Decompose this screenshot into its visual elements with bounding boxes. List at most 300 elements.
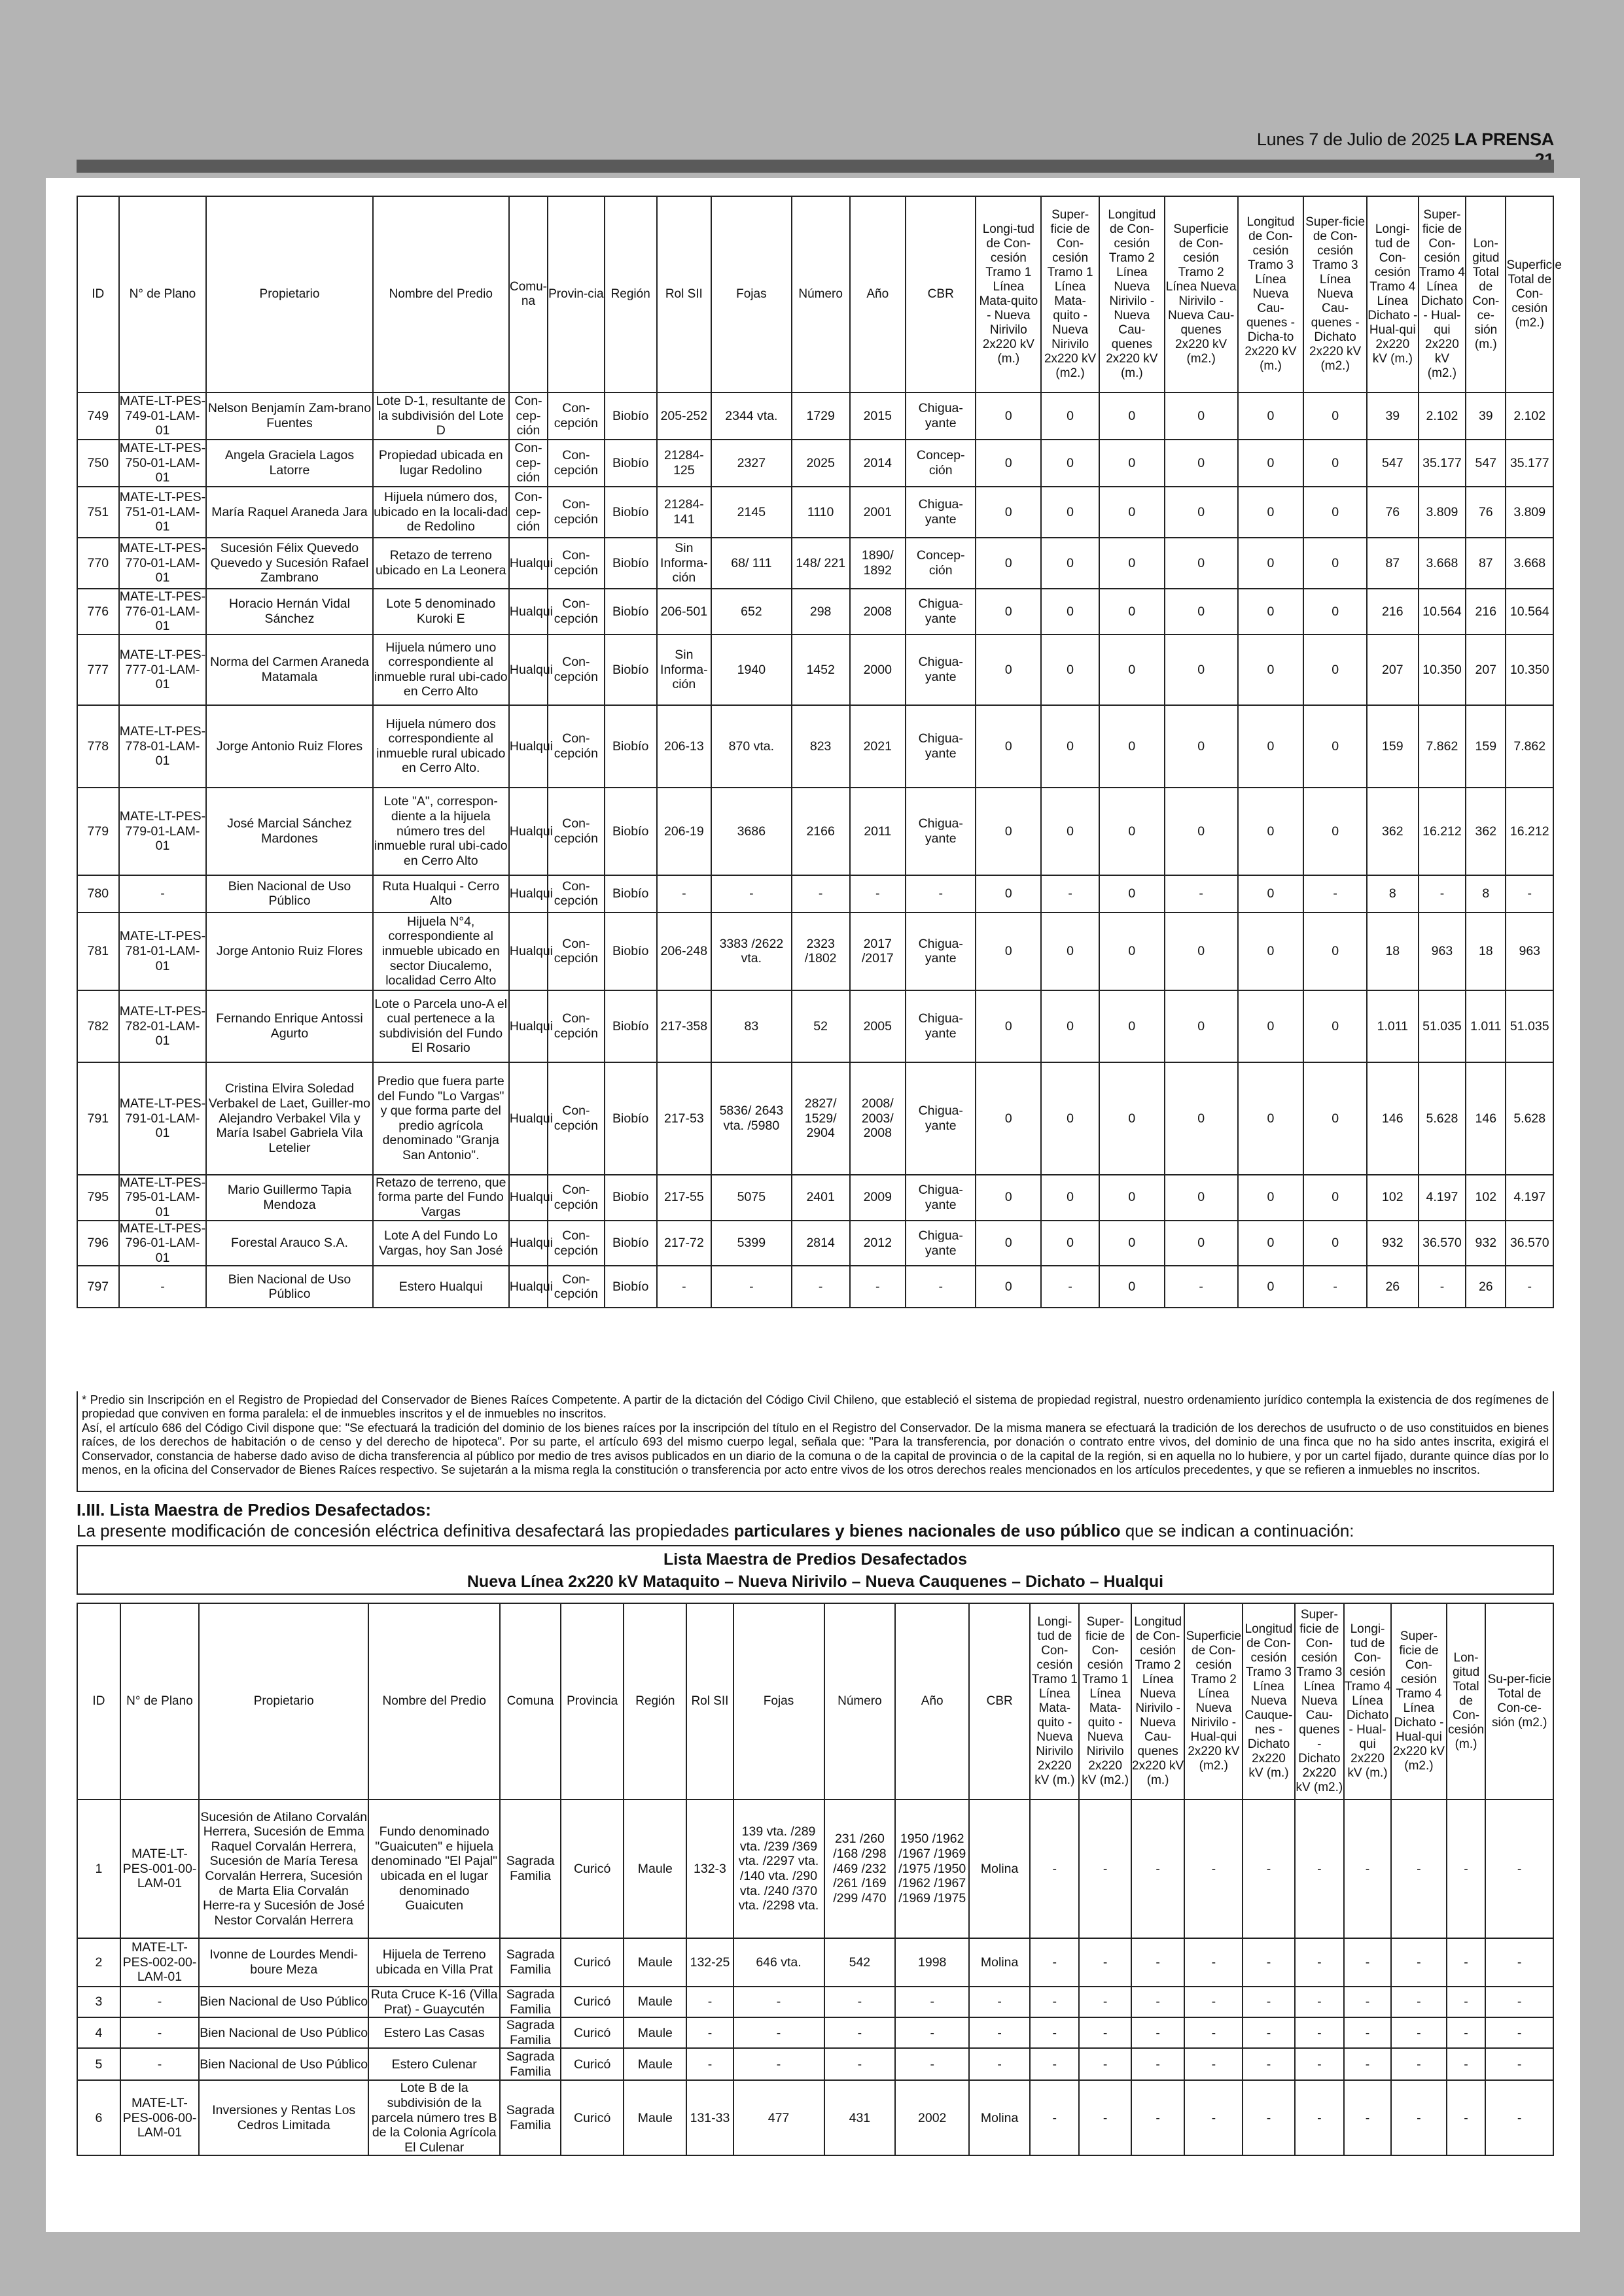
table-cell: - <box>711 875 792 913</box>
column-header: Superficie de Con-cesión Tramo 2 Línea Nueva Nirivilo - Nueva Cau-quenes 2x220 kV (m2.) <box>1165 196 1238 392</box>
table-cell: - <box>1295 1938 1344 1987</box>
table-cell: - <box>1184 2080 1243 2155</box>
table-cell: - <box>1243 1987 1294 2017</box>
table-cell: 1452 <box>792 635 850 705</box>
column-header: CBR <box>969 1603 1030 1800</box>
table-row <box>77 1987 1553 2017</box>
table-row <box>77 538 1553 589</box>
table-cell: 139 vta. /289 vta. /239 /369 vta. /2297 vta. /140 vta. /290 vta. /240 /370 vta. /2298 vta. <box>733 1800 824 1938</box>
table-cell: 83 <box>711 990 792 1062</box>
table-cell: Biobío <box>605 538 657 589</box>
table-cell: 2012 <box>850 1221 906 1266</box>
table-cell: MATE-LT-PES-770-01-LAM-01 <box>119 538 207 589</box>
table-cell: - <box>1079 1987 1131 2017</box>
table-cell: - <box>850 1266 906 1308</box>
table-cell: MATE-LT-PES-781-01-LAM-01 <box>119 913 207 990</box>
table-cell: Chigua-yante <box>906 392 976 440</box>
table-cell: 0 <box>1238 538 1304 589</box>
table-cell: Lote A del Fundo Lo Vargas, hoy San José <box>373 1221 509 1266</box>
table-cell: 0 <box>1303 538 1366 589</box>
table-cell: - <box>1041 1266 1099 1308</box>
table-cell: MATE-LT-PES-778-01-LAM-01 <box>119 705 207 788</box>
table-cell: 791 <box>77 1062 119 1175</box>
table-cell: Hualqui <box>509 635 548 705</box>
intro-text: La presente modificación de concesión eléctrica definitiva desafectará las propiedades <box>77 1521 734 1540</box>
table-cell: - <box>1295 1800 1344 1938</box>
table-cell: - <box>1131 1800 1185 1938</box>
table-cell: 0 <box>1303 788 1366 875</box>
table-cell: - <box>1391 1800 1447 1938</box>
header-rule <box>77 160 1554 173</box>
table-cell: - <box>1184 1938 1243 1987</box>
concession-table <box>77 196 1562 1308</box>
table-cell: - <box>895 2017 969 2048</box>
table-cell: - <box>120 2017 199 2048</box>
table-cell: 477 <box>733 2080 824 2155</box>
table-cell: Con-cepción <box>548 1266 605 1308</box>
table-cell: - <box>1303 875 1366 913</box>
table-cell: - <box>1344 1938 1391 1987</box>
table-cell: 102 <box>1466 1175 1506 1221</box>
table-cell: Biobío <box>605 487 657 538</box>
table-cell: - <box>1447 2017 1486 2048</box>
table-cell: - <box>733 2048 824 2080</box>
table-cell: - <box>711 1266 792 1308</box>
column-header: Región <box>605 196 657 392</box>
table-cell: Con-cepción <box>548 635 605 705</box>
table-cell: - <box>1243 2080 1294 2155</box>
table-cell: 0 <box>1238 589 1304 635</box>
table-cell: 52 <box>792 990 850 1062</box>
table-cell: 0 <box>1238 913 1304 990</box>
table-cell: 0 <box>1165 990 1238 1062</box>
table-cell: MATE-LT-PES-749-01-LAM-01 <box>119 392 207 440</box>
column-header: Superficie Total de Con-cesión (m2.) <box>1506 196 1553 392</box>
table-cell: 0 <box>976 875 1041 913</box>
table-row <box>77 1938 1553 1987</box>
table-cell: 10.564 <box>1419 589 1466 635</box>
table-cell: 36.570 <box>1506 1221 1553 1266</box>
master-list-title-line1: Lista Maestra de Predios Desafectados <box>663 1550 968 1569</box>
table-cell: - <box>1344 2048 1391 2080</box>
column-header: Provincia <box>561 1603 624 1800</box>
table-cell: Curicó <box>561 1938 624 1987</box>
table-cell: MATE-LT-PES-002-00-LAM-01 <box>120 1938 199 1987</box>
table-cell: 10.564 <box>1506 589 1553 635</box>
table-cell: Bien Nacional de Uso Público <box>206 1266 372 1308</box>
table-cell: 206-13 <box>657 705 711 788</box>
table-row <box>77 1221 1553 1266</box>
table-cell: 4.197 <box>1419 1175 1466 1221</box>
column-header: Longitud de Con-cesión Tramo 3 Línea Nueva Cauque-nes - Dichato 2x220 kV (m.) <box>1243 1603 1294 1800</box>
table-cell: - <box>1419 875 1466 913</box>
table-cell: 963 <box>1506 913 1553 990</box>
table-cell: 780 <box>77 875 119 913</box>
table-cell: MATE-LT-PES-779-01-LAM-01 <box>119 788 207 875</box>
table-cell: Con-cep-ción <box>509 487 548 538</box>
table-cell: 7.862 <box>1506 705 1553 788</box>
table-row <box>77 392 1553 440</box>
table-cell: Chigua-yante <box>906 589 976 635</box>
column-header: CBR <box>906 196 976 392</box>
table-cell: 0 <box>1238 1221 1304 1266</box>
table-cell: Hualqui <box>509 875 548 913</box>
section-intro <box>77 1521 1554 1541</box>
column-header: Nombre del Predio <box>373 196 509 392</box>
table-cell: 0 <box>1099 538 1165 589</box>
column-header: Lon-gitud Total de Con-ce-sión (m.) <box>1466 196 1506 392</box>
table-cell: - <box>1243 1938 1294 1987</box>
table-cell: 207 <box>1466 635 1506 705</box>
table-cell: Biobío <box>605 635 657 705</box>
column-header: Longi-tud de Con-cesión Tramo 1 Línea Mata-quito - Nueva Nirivilo 2x220 kV (m.) <box>1030 1603 1079 1800</box>
table-cell: Biobío <box>605 990 657 1062</box>
table-cell: 146 <box>1466 1062 1506 1175</box>
table-cell: 2017 /2017 <box>850 913 906 990</box>
table-cell: Con-cep-ción <box>509 440 548 487</box>
table-cell: 2009 <box>850 1175 906 1221</box>
table-cell: 26 <box>1367 1266 1419 1308</box>
footnote-paragraph: * Predio sin Inscripción en el Registro de Propiedad del Conservador de Bienes Raíces Competente. A partir de la dictación del Código Civil Chileno, que estableció el sistema de propiedad registral, nuestro ordenamiento jurídico contempla la existencia de dos regímenes de propiedad que conviven en forma paralela: el de inmuebles inscritos y el de inmuebles no inscritos. <box>82 1393 1549 1421</box>
table-cell: Fundo denominado "Guaicuten" e hijuela denominado "El Pajal" ubicada en el lugar denominado Guaicuten <box>368 1800 500 1938</box>
table-cell: 0 <box>976 487 1041 538</box>
table-cell: MATE-LT-PES-751-01-LAM-01 <box>119 487 207 538</box>
table-cell: 0 <box>976 1175 1041 1221</box>
table-cell: MATE-LT-PES-006-00-LAM-01 <box>120 2080 199 2155</box>
table-cell: 216 <box>1367 589 1419 635</box>
table-cell: 0 <box>1238 487 1304 538</box>
table-cell: 0 <box>1041 440 1099 487</box>
table-cell: - <box>824 1987 896 2017</box>
table-cell: 0 <box>1303 1221 1366 1266</box>
table-cell: Chigua-yante <box>906 1221 976 1266</box>
table-cell: - <box>1079 2048 1131 2080</box>
column-header: Longitud de Con-cesión Tramo 2 Línea Nueva Nirivilo - Nueva Cau-quenes 2x220 kV (m.) <box>1099 196 1165 392</box>
table-cell: Biobío <box>605 1175 657 1221</box>
table-cell: - <box>1447 1800 1486 1938</box>
table-cell: Chigua-yante <box>906 635 976 705</box>
column-header: Lon-gitud Total de Con-cesión (m.) <box>1447 1603 1486 1800</box>
table-cell: 21284-141 <box>657 487 711 538</box>
table-cell: Molina <box>969 1800 1030 1938</box>
table-row <box>77 1175 1553 1221</box>
table-cell: Con-cepción <box>548 705 605 788</box>
table-row <box>77 2048 1553 2080</box>
intro-text-end: que se indican a continuación: <box>1120 1521 1354 1540</box>
table-cell: 10.350 <box>1419 635 1466 705</box>
table-cell: Curicó <box>561 2048 624 2080</box>
table-cell: - <box>120 1987 199 2017</box>
table-cell: 2021 <box>850 705 906 788</box>
footnote-paragraph: Así, el artículo 686 del Código Civil dispone que: "Se efectuará la tradición del dominio de los bienes raíces por la inscripción del título en el Registro del Conservador. De la misma manera se efectuará la tradición de los derechos de usufructo o de uso constituidos en bienes raíces, de los derechos de habitación o de censo y del derecho de hipoteca". Por su parte, el artículo 693 del mismo cuerpo legal, señala que: "Para la transferencia, por donación o contrato entre vivos, del dominio de una finca que no ha sido antes inscrita, exigirá el Conservador, constancia de haberse dado aviso de dicha transferencia al público por medio de tres avisos publicados en un diario de la comuna o de la capital de provincia o de la capital de la región, si en aquella no lo hubiere, y por un cartel fijado, durante quince días por lo menos, en la oficina del Conservador de Bienes Raíces respectivo. Se sujetarán a la misma regla la constitución o transferencia por acto entre vivos de los otros derechos reales mencionados en los artículos precedentes, y que se refieren a inmuebles no inscritos. <box>82 1420 1549 1477</box>
master-list-title-line2: Nueva Línea 2x220 kV Mataquito – Nueva Nirivilo – Nueva Cauquenes – Dichato – Hualqui <box>467 1573 1164 1591</box>
table-cell: 0 <box>976 913 1041 990</box>
table-cell: Con-cepción <box>548 990 605 1062</box>
table-cell: - <box>1165 1266 1238 1308</box>
table-cell: 0 <box>1099 990 1165 1062</box>
table-cell: 0 <box>1041 392 1099 440</box>
table-cell: Sagrada Familia <box>500 2017 561 2048</box>
table-cell: MATE-LT-PES-776-01-LAM-01 <box>119 589 206 634</box>
table-cell: 870 vta. <box>711 705 792 788</box>
table-cell: 0 <box>1041 487 1099 538</box>
table-cell: Sucesión de Atilano Corvalán Herrera, Sucesión de Emma Raquel Corvalán Herrera, Sucesión de María Teresa Corvalán Herrera, Sucesión de Marta Elia Corvalán Herre-ra y Sucesión de José Nestor Corvalán Herrera <box>199 1800 368 1938</box>
table-cell: 5.628 <box>1419 1062 1466 1175</box>
table-cell: 1998 <box>895 1938 969 1987</box>
table-cell: - <box>1184 1987 1243 2017</box>
table-cell: 217-358 <box>657 990 711 1062</box>
table-cell: Sin Informa-ción <box>657 635 711 705</box>
table-cell: - <box>1303 1266 1366 1308</box>
table-cell: Biobío <box>605 913 657 990</box>
table-cell: 7.862 <box>1419 705 1466 788</box>
column-header: Número <box>792 196 850 392</box>
table-cell: Hualqui <box>509 1221 548 1266</box>
table-cell: 0 <box>976 1221 1041 1266</box>
table-row <box>77 2080 1553 2155</box>
table-cell: Hualqui <box>509 538 548 589</box>
table-cell: Lote o Parcela uno-A el cual pertenece a la subdivisión del Fundo El Rosario <box>373 990 509 1062</box>
table-cell: 0 <box>1041 705 1099 788</box>
table-cell: - <box>733 1987 824 2017</box>
column-header: Año <box>850 196 906 392</box>
column-header: Propietario <box>199 1603 368 1800</box>
table-cell: 750 <box>77 440 119 487</box>
table-cell: - <box>906 875 976 913</box>
table-cell: - <box>1391 2048 1447 2080</box>
table-cell: Biobío <box>605 788 657 875</box>
column-header: ID <box>77 1603 120 1800</box>
table-cell: Biobío <box>605 589 657 635</box>
table-cell: 0 <box>1165 788 1238 875</box>
table-cell: - <box>1391 2080 1447 2155</box>
table-cell: Hijuela número uno correspondiente al inmueble rural ubi-cado en Cerro Alto <box>373 635 509 705</box>
table-cell: 0 <box>976 538 1041 589</box>
table-cell: Molina <box>969 2080 1030 2155</box>
table-cell: - <box>1506 1266 1553 1308</box>
table-cell: 749 <box>77 392 119 440</box>
table-cell: 0 <box>1238 392 1304 440</box>
table-cell: 18 <box>1367 913 1419 990</box>
table-cell: 0 <box>1041 1221 1099 1266</box>
table-cell: 87 <box>1466 538 1506 589</box>
table-cell: Con-cep-ción <box>509 392 548 440</box>
table-cell: 3 <box>77 1987 120 2017</box>
table-cell: 205-252 <box>657 392 711 440</box>
table-cell: 0 <box>1238 635 1304 705</box>
table-cell: - <box>686 2048 733 2080</box>
table-cell: - <box>1184 2017 1243 2048</box>
table-cell: 797 <box>77 1266 119 1308</box>
column-header: Super-ficie de Con-cesión Tramo 3 Línea Nueva Cau-quenes - Dichato 2x220 kV (m2.) <box>1303 196 1366 392</box>
table-cell: Curicó <box>561 1987 624 2017</box>
table-cell: Angela Graciela Lagos Latorre <box>206 440 372 487</box>
table-row <box>77 913 1553 990</box>
table-cell: Propiedad ubicada en lugar Redolino <box>373 440 509 487</box>
table-cell: - <box>850 875 906 913</box>
table-cell: 2025 <box>792 440 850 487</box>
table-cell: Chigua-yante <box>906 705 976 788</box>
column-header: Longi-tud de Con-cesión Tramo 4 Línea Dichato - Hual-qui 2x220 kV (m.) <box>1367 196 1419 392</box>
table-cell: 0 <box>976 788 1041 875</box>
table-cell: - <box>1131 1987 1185 2017</box>
column-header: Comu-na <box>509 196 548 392</box>
table-cell: - <box>1447 1938 1486 1987</box>
table-cell: 2011 <box>850 788 906 875</box>
table-cell: Ivonne de Lourdes Mendi-boure Meza <box>199 1938 368 1987</box>
column-header: N° de Plano <box>119 196 207 392</box>
table-cell: - <box>686 2017 733 2048</box>
table-cell: 0 <box>1041 1175 1099 1221</box>
table-cell: 4 <box>77 2017 120 2048</box>
table-cell: Norma del Carmen Araneda Matamala <box>206 635 372 705</box>
column-header: Longitud de Con-cesión Tramo 2 Línea Nueva Nirivilo - Nueva Cau-quenes 2x220 kV (m.) <box>1131 1603 1185 1800</box>
table-cell: 16.212 <box>1506 788 1553 875</box>
table-cell: 102 <box>1367 1175 1419 1221</box>
table-cell: - <box>969 2017 1030 2048</box>
table-cell: Con-cepción <box>548 440 605 487</box>
table-cell: 3383 /2622 vta. <box>711 913 792 990</box>
table-cell: 0 <box>1165 487 1238 538</box>
table-cell: Biobío <box>605 705 657 788</box>
table-cell: 542 <box>824 1938 896 1987</box>
table-cell: Chigua-yante <box>906 1062 976 1175</box>
column-header: Super-ficie de Con-cesión Tramo 1 Línea Mata-quito - Nueva Nirivilo 2x220 kV (m2.) <box>1079 1603 1131 1800</box>
table-row <box>77 705 1553 788</box>
table-cell: - <box>1485 2048 1553 2080</box>
table-cell: - <box>969 2048 1030 2080</box>
table-cell: 0 <box>1303 990 1366 1062</box>
table-cell: 0 <box>976 1062 1041 1175</box>
table-cell: 1 <box>77 1800 120 1938</box>
table-cell: - <box>824 2017 896 2048</box>
table-cell: 0 <box>1165 538 1238 589</box>
table-cell: - <box>1391 1987 1447 2017</box>
table-cell: - <box>1506 875 1553 913</box>
table-cell: 298 <box>792 589 850 635</box>
table-cell: 796 <box>77 1221 119 1266</box>
table-cell: Hijuela número dos correspondiente al inmueble rural ubicado en Cerro Alto. <box>373 705 509 788</box>
table-row <box>77 487 1553 538</box>
table-cell: 0 <box>1099 788 1165 875</box>
table-cell: 0 <box>1099 1175 1165 1221</box>
table-cell: 0 <box>1099 635 1165 705</box>
table-cell: Sucesión Félix Quevedo Quevedo y Sucesión Rafael Zambrano <box>206 538 372 589</box>
table-cell: 547 <box>1367 440 1419 487</box>
table-cell: 362 <box>1367 788 1419 875</box>
table-cell: MATE-LT-PES-782-01-LAM-01 <box>119 990 207 1062</box>
table-cell: 2008 <box>850 589 906 635</box>
table-cell: Chigua-yante <box>906 788 976 875</box>
table-cell: 770 <box>77 538 119 589</box>
column-header: Longitud de Con-cesión Tramo 3 Línea Nueva Cau-quenes - Dicha-to 2x220 kV (m.) <box>1238 196 1304 392</box>
table-row <box>77 788 1553 875</box>
table-cell: - <box>1079 2017 1131 2048</box>
table-cell: - <box>906 1266 976 1308</box>
table-cell: - <box>119 1266 207 1308</box>
table-cell: 2401 <box>792 1175 850 1221</box>
table-cell: Maule <box>624 1987 686 2017</box>
table-cell: 51.035 <box>1419 990 1466 1062</box>
table-cell: - <box>1243 2048 1294 2080</box>
table-cell: - <box>1165 875 1238 913</box>
table-cell: 0 <box>1238 705 1304 788</box>
table-cell: - <box>1485 1938 1553 1987</box>
table-cell: Con-cepción <box>548 538 605 589</box>
table-cell: Estero Culenar <box>368 2048 500 2080</box>
table-cell: 2323 /1802 <box>792 913 850 990</box>
master-list-title <box>77 1545 1554 1595</box>
table-cell: 76 <box>1367 487 1419 538</box>
column-header: Longi-tud de Con-cesión Tramo 1 Línea Mata-quito - Nueva Nirivilo 2x220 kV (m.) <box>976 196 1041 392</box>
table-cell: Biobío <box>605 875 657 913</box>
table-cell: Biobío <box>605 1266 657 1308</box>
table-row <box>77 589 1553 635</box>
table-cell: - <box>1030 2080 1079 2155</box>
table-cell: - <box>1344 1800 1391 1938</box>
table-cell: Predio que fuera parte del Fundo "Lo Vargas" y que forma parte del predio agrícola denominado "Granja San Antonio". <box>373 1062 509 1175</box>
table-cell: MATE-LT-PES-796-01-LAM-01 <box>119 1221 206 1265</box>
table-cell: Ruta Hualqui - Cerro Alto <box>373 875 509 913</box>
table-cell: Hijuela número dos, ubicado en la locali-dad de Redolino <box>373 487 509 538</box>
table-cell: - <box>824 2048 896 2080</box>
table-cell: 0 <box>1165 1175 1238 1221</box>
table-cell: - <box>1030 1800 1079 1938</box>
table-cell: 0 <box>1238 875 1304 913</box>
table-cell: 0 <box>1303 913 1366 990</box>
column-header: N° de Plano <box>120 1603 199 1800</box>
table-cell: 2 <box>77 1938 120 1987</box>
table-cell: 0 <box>1165 440 1238 487</box>
table-cell: Molina <box>969 1938 1030 1987</box>
table-cell: Con-cepción <box>548 875 605 913</box>
table-cell: - <box>1447 1987 1486 2017</box>
table-cell: MATE-LT-PES-795-01-LAM-01 <box>119 1175 206 1220</box>
table-cell: - <box>1041 875 1099 913</box>
table-cell: 207 <box>1367 635 1419 705</box>
table-cell: 2000 <box>850 635 906 705</box>
table-cell: 132-3 <box>686 1800 733 1938</box>
table-cell: 5 <box>77 2048 120 2080</box>
table-cell: Hualqui <box>509 1266 548 1308</box>
table-cell: Maule <box>624 2017 686 2048</box>
table-cell: 2001 <box>850 487 906 538</box>
table-cell: 795 <box>77 1175 119 1221</box>
table-cell: 2015 <box>850 392 906 440</box>
table-cell: - <box>657 875 711 913</box>
table-cell: 206-501 <box>657 589 711 635</box>
column-header: Super-ficie de Con-cesión Tramo 4 Línea Dichato - Hual-qui 2x220 kV (m2.) <box>1391 1603 1447 1800</box>
table-cell: 5.628 <box>1506 1062 1553 1175</box>
table-cell: Hijuela de Terreno ubicada en Villa Prat <box>368 1938 500 1987</box>
table-cell: - <box>657 1266 711 1308</box>
table-row <box>77 1800 1553 1938</box>
column-header: Superficie de Con-cesión Tramo 2 Línea Nueva Nirivilo - Hual-qui 2x220 kV (m2.) <box>1184 1603 1243 1800</box>
table-cell: Hualqui <box>509 1062 548 1175</box>
table-cell: 0 <box>1041 1062 1099 1175</box>
column-header: Rol SII <box>657 196 711 392</box>
table-cell: 0 <box>1165 1062 1238 1175</box>
table-cell: 1.011 <box>1367 990 1419 1062</box>
column-header: Super-ficie de Con-cesión Tramo 1 Línea Mata-quito - Nueva Nirivilo 2x220 kV (m2.) <box>1041 196 1099 392</box>
table-cell: 0 <box>1099 705 1165 788</box>
table-cell: 0 <box>1099 913 1165 990</box>
table-cell: - <box>1485 1800 1553 1938</box>
table-cell: 18 <box>1466 913 1506 990</box>
table-cell: 216 <box>1466 589 1506 635</box>
table-cell: Chigua-yante <box>906 1175 976 1221</box>
column-header: Año <box>895 1603 969 1800</box>
